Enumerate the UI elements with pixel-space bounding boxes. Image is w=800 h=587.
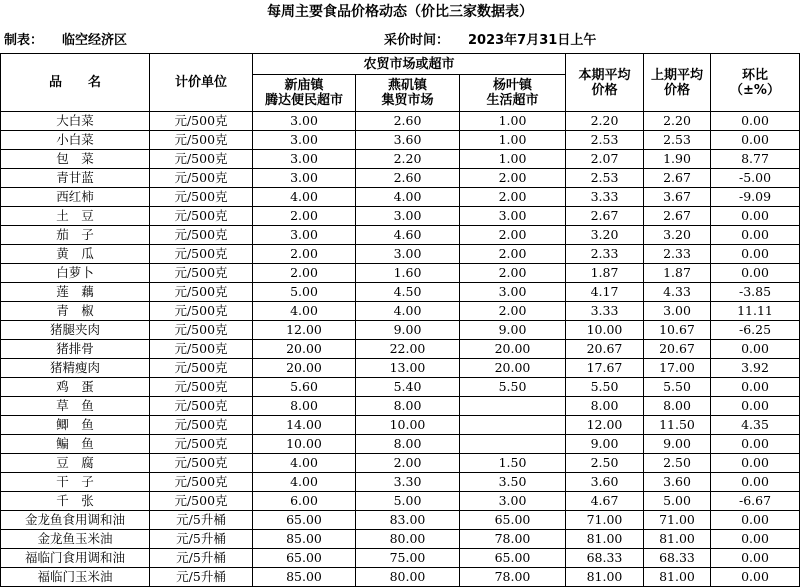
market-2-price-cell: 2.00 <box>356 454 460 473</box>
unit-cell: 元/500克 <box>150 245 253 264</box>
table-row <box>1 188 800 207</box>
current-avg-cell: 5.50 <box>566 378 644 397</box>
market-2-price-cell: 8.00 <box>356 435 460 454</box>
header-market-1-line2: 腾达便民超市 <box>264 93 343 108</box>
table-row <box>1 112 800 131</box>
change-cell: 0.00 <box>711 511 800 530</box>
change-cell: -6.67 <box>711 492 800 511</box>
table-row <box>1 549 800 568</box>
market-3-price-cell: 1.00 <box>460 112 566 131</box>
unit-cell: 元/500克 <box>150 378 253 397</box>
unit-cell: 元/500克 <box>150 416 253 435</box>
current-avg-cell: 8.00 <box>566 397 644 416</box>
change-cell: -3.85 <box>711 283 800 302</box>
change-cell: 0.00 <box>711 378 800 397</box>
market-2-price-cell: 80.00 <box>356 530 460 549</box>
table-row <box>1 207 800 226</box>
market-1-price-cell: 3.00 <box>253 169 356 188</box>
current-avg-cell: 4.17 <box>566 283 644 302</box>
previous-avg-cell: 2.53 <box>644 131 711 150</box>
market-3-price-cell: 1.00 <box>460 131 566 150</box>
market-3-price-cell: 1.50 <box>460 454 566 473</box>
header-row-1 <box>1 54 800 75</box>
unit-cell: 元/500克 <box>150 340 253 359</box>
item-name-cell: 小白菜 <box>1 131 150 150</box>
current-avg-cell: 3.20 <box>566 226 644 245</box>
change-cell: 0.00 <box>711 454 800 473</box>
table-row <box>1 283 800 302</box>
previous-avg-cell: 3.20 <box>644 226 711 245</box>
previous-avg-cell: 17.00 <box>644 359 711 378</box>
table-body <box>1 112 800 587</box>
market-3-price-cell: 3.50 <box>460 473 566 492</box>
header-market-1-line1: 新庙镇 <box>284 78 324 93</box>
market-2-price-cell: 22.00 <box>356 340 460 359</box>
change-cell: 11.11 <box>711 302 800 321</box>
item-name-cell: 土 豆 <box>1 207 150 226</box>
market-2-price-cell: 4.00 <box>356 188 460 207</box>
previous-avg-cell: 20.67 <box>644 340 711 359</box>
current-avg-cell: 3.33 <box>566 188 644 207</box>
market-1-price-cell: 65.00 <box>253 549 356 568</box>
market-3-price-cell: 2.00 <box>460 245 566 264</box>
market-2-price-cell: 1.60 <box>356 264 460 283</box>
market-1-price-cell: 3.00 <box>253 150 356 169</box>
change-cell: 0.00 <box>711 112 800 131</box>
change-cell: 0.00 <box>711 435 800 454</box>
item-name-cell: 大白菜 <box>1 112 150 131</box>
table-row <box>1 359 800 378</box>
market-2-price-cell: 3.60 <box>356 131 460 150</box>
current-avg-cell: 2.67 <box>566 207 644 226</box>
header-market-2 <box>356 75 460 112</box>
table-row <box>1 245 800 264</box>
change-cell: -6.25 <box>711 321 800 340</box>
header-market-2-line2: 集贸市场 <box>381 93 434 108</box>
table-row <box>1 302 800 321</box>
market-1-price-cell: 12.00 <box>253 321 356 340</box>
item-name-cell: 青甘蓝 <box>1 169 150 188</box>
header-market-1 <box>253 75 356 112</box>
change-cell: -9.09 <box>711 188 800 207</box>
item-name-cell: 金龙鱼玉米油 <box>1 530 150 549</box>
change-cell: 0.00 <box>711 568 800 587</box>
unit-cell: 元/500克 <box>150 188 253 207</box>
market-3-price-cell: 65.00 <box>460 511 566 530</box>
unit-cell: 元/500克 <box>150 454 253 473</box>
market-2-price-cell: 13.00 <box>356 359 460 378</box>
market-3-price-cell: 20.00 <box>460 340 566 359</box>
header-change-line2: （±%） <box>730 82 780 98</box>
previous-avg-cell: 3.60 <box>644 473 711 492</box>
current-avg-cell: 4.67 <box>566 492 644 511</box>
market-3-price-cell <box>460 416 566 435</box>
market-1-price-cell: 4.00 <box>253 302 356 321</box>
market-2-price-cell: 5.40 <box>356 378 460 397</box>
market-3-price-cell: 2.00 <box>460 169 566 188</box>
unit-cell: 元/500克 <box>150 131 253 150</box>
previous-avg-cell: 2.67 <box>644 169 711 188</box>
maker-label: 制表： <box>4 33 44 48</box>
market-2-price-cell: 3.00 <box>356 207 460 226</box>
table-row <box>1 226 800 245</box>
current-avg-cell: 2.53 <box>566 131 644 150</box>
market-3-price-cell: 5.50 <box>460 378 566 397</box>
market-3-price-cell: 2.00 <box>460 302 566 321</box>
unit-cell: 元/500克 <box>150 150 253 169</box>
market-1-price-cell: 14.00 <box>253 416 356 435</box>
market-1-price-cell: 5.60 <box>253 378 356 397</box>
previous-avg-cell: 2.50 <box>644 454 711 473</box>
header-unit: 计价单位 <box>150 54 253 112</box>
time-label: 采价时间： <box>384 33 450 48</box>
previous-avg-cell: 1.87 <box>644 264 711 283</box>
change-cell: 0.00 <box>711 397 800 416</box>
unit-cell: 元/500克 <box>150 264 253 283</box>
current-avg-cell: 3.33 <box>566 302 644 321</box>
market-3-price-cell: 65.00 <box>460 549 566 568</box>
current-avg-cell: 68.33 <box>566 549 644 568</box>
change-cell: 0.00 <box>711 226 800 245</box>
maker-value: 临空经济区 <box>62 33 128 48</box>
market-2-price-cell: 4.00 <box>356 302 460 321</box>
market-3-price-cell: 3.00 <box>460 207 566 226</box>
market-2-price-cell: 83.00 <box>356 511 460 530</box>
item-name-cell: 鸡 蛋 <box>1 378 150 397</box>
table-row <box>1 435 800 454</box>
change-cell: 0.00 <box>711 340 800 359</box>
item-name-cell: 包 菜 <box>1 150 150 169</box>
header-market-group: 农贸市场或超市 <box>253 54 566 75</box>
item-name-cell: 白萝卜 <box>1 264 150 283</box>
previous-avg-cell: 8.00 <box>644 397 711 416</box>
market-2-price-cell: 2.60 <box>356 112 460 131</box>
item-name-cell: 青 椒 <box>1 302 150 321</box>
market-2-price-cell: 10.00 <box>356 416 460 435</box>
table-row <box>1 454 800 473</box>
header-previous-avg <box>644 54 711 112</box>
change-cell: 0.00 <box>711 131 800 150</box>
current-avg-cell: 1.87 <box>566 264 644 283</box>
market-1-price-cell: 8.00 <box>253 397 356 416</box>
unit-cell: 元/500克 <box>150 492 253 511</box>
previous-avg-cell: 10.67 <box>644 321 711 340</box>
header-previous-line1: 上期平均 <box>650 67 703 83</box>
unit-cell: 元/500克 <box>150 226 253 245</box>
market-3-price-cell: 78.00 <box>460 530 566 549</box>
header-current-avg <box>566 54 644 112</box>
market-1-price-cell: 65.00 <box>253 511 356 530</box>
previous-avg-cell: 5.50 <box>644 378 711 397</box>
header-current-line1: 本期平均 <box>578 67 631 83</box>
market-3-price-cell: 78.00 <box>460 568 566 587</box>
item-name-cell: 豆 腐 <box>1 454 150 473</box>
item-name-cell: 猪腿夹肉 <box>1 321 150 340</box>
header-current-line2: 价格 <box>591 82 618 98</box>
change-cell: 4.35 <box>711 416 800 435</box>
market-1-price-cell: 4.00 <box>253 188 356 207</box>
market-1-price-cell: 20.00 <box>253 359 356 378</box>
market-1-price-cell: 3.00 <box>253 112 356 131</box>
table-row <box>1 397 800 416</box>
previous-avg-cell: 68.33 <box>644 549 711 568</box>
current-avg-cell: 2.50 <box>566 454 644 473</box>
market-3-price-cell: 1.00 <box>460 150 566 169</box>
market-1-price-cell: 3.00 <box>253 131 356 150</box>
previous-avg-cell: 4.33 <box>644 283 711 302</box>
header-market-3 <box>460 75 566 112</box>
table-row <box>1 492 800 511</box>
header-market-3-line1: 杨叶镇 <box>492 78 532 93</box>
unit-cell: 元/500克 <box>150 112 253 131</box>
current-avg-cell: 9.00 <box>566 435 644 454</box>
market-3-price-cell: 20.00 <box>460 359 566 378</box>
previous-avg-cell: 2.20 <box>644 112 711 131</box>
item-name-cell: 鳊 鱼 <box>1 435 150 454</box>
market-1-price-cell: 6.00 <box>253 492 356 511</box>
item-name-cell: 千 张 <box>1 492 150 511</box>
table-row <box>1 473 800 492</box>
unit-cell: 元/500克 <box>150 473 253 492</box>
market-2-price-cell: 3.00 <box>356 245 460 264</box>
current-avg-cell: 12.00 <box>566 416 644 435</box>
table-row <box>1 568 800 587</box>
header-market-3-line2: 生活超市 <box>486 93 539 108</box>
previous-avg-cell: 3.67 <box>644 188 711 207</box>
unit-cell: 元/5升桶 <box>150 530 253 549</box>
current-avg-cell: 71.00 <box>566 511 644 530</box>
previous-avg-cell: 71.00 <box>644 511 711 530</box>
market-2-price-cell: 4.50 <box>356 283 460 302</box>
unit-cell: 元/500克 <box>150 283 253 302</box>
unit-cell: 元/500克 <box>150 302 253 321</box>
market-2-price-cell: 9.00 <box>356 321 460 340</box>
market-1-price-cell: 3.00 <box>253 226 356 245</box>
previous-avg-cell: 5.00 <box>644 492 711 511</box>
market-1-price-cell: 4.00 <box>253 454 356 473</box>
table-row <box>1 378 800 397</box>
header-change-line1: 环比 <box>741 67 768 83</box>
change-cell: 0.00 <box>711 245 800 264</box>
market-3-price-cell: 2.00 <box>460 264 566 283</box>
market-3-price-cell: 2.00 <box>460 188 566 207</box>
price-table <box>0 53 800 587</box>
market-3-price-cell: 3.00 <box>460 283 566 302</box>
table-row <box>1 340 800 359</box>
market-3-price-cell <box>460 397 566 416</box>
item-name-cell: 黄 瓜 <box>1 245 150 264</box>
market-2-price-cell: 80.00 <box>356 568 460 587</box>
current-avg-cell: 81.00 <box>566 568 644 587</box>
previous-avg-cell: 2.67 <box>644 207 711 226</box>
previous-avg-cell: 81.00 <box>644 568 711 587</box>
table-row <box>1 530 800 549</box>
unit-cell: 元/500克 <box>150 169 253 188</box>
market-1-price-cell: 4.00 <box>253 473 356 492</box>
item-name-cell: 西红柿 <box>1 188 150 207</box>
change-cell: 0.00 <box>711 530 800 549</box>
current-avg-cell: 20.67 <box>566 340 644 359</box>
header-previous-line2: 价格 <box>663 82 690 98</box>
market-1-price-cell: 10.00 <box>253 435 356 454</box>
unit-cell: 元/500克 <box>150 359 253 378</box>
unit-cell: 元/500克 <box>150 207 253 226</box>
current-avg-cell: 3.60 <box>566 473 644 492</box>
current-avg-cell: 2.53 <box>566 169 644 188</box>
previous-avg-cell: 1.90 <box>644 150 711 169</box>
item-name-cell: 莲 藕 <box>1 283 150 302</box>
market-1-price-cell: 85.00 <box>253 568 356 587</box>
header-market-2-line1: 燕矶镇 <box>387 78 427 93</box>
previous-avg-cell: 2.33 <box>644 245 711 264</box>
table-row <box>1 150 800 169</box>
header-change <box>711 54 800 112</box>
time-value: 2023年7月31日上午 <box>468 33 597 48</box>
unit-cell: 元/500克 <box>150 397 253 416</box>
unit-cell: 元/5升桶 <box>150 511 253 530</box>
market-3-price-cell <box>460 435 566 454</box>
current-avg-cell: 81.00 <box>566 530 644 549</box>
table-row <box>1 169 800 188</box>
change-cell: 0.00 <box>711 207 800 226</box>
previous-avg-cell: 11.50 <box>644 416 711 435</box>
item-name-cell: 金龙鱼食用调和油 <box>1 511 150 530</box>
change-cell: 0.00 <box>711 473 800 492</box>
market-1-price-cell: 2.00 <box>253 207 356 226</box>
change-cell: 0.00 <box>711 264 800 283</box>
market-2-price-cell: 4.60 <box>356 226 460 245</box>
item-name-cell: 茄 子 <box>1 226 150 245</box>
item-name-cell: 草 鱼 <box>1 397 150 416</box>
unit-cell: 元/500克 <box>150 321 253 340</box>
market-1-price-cell: 20.00 <box>253 340 356 359</box>
change-cell: 8.77 <box>711 150 800 169</box>
market-2-price-cell: 2.20 <box>356 150 460 169</box>
market-3-price-cell: 3.00 <box>460 492 566 511</box>
item-name-cell: 猪精瘦肉 <box>1 359 150 378</box>
market-1-price-cell: 2.00 <box>253 264 356 283</box>
unit-cell: 元/500克 <box>150 435 253 454</box>
current-avg-cell: 17.67 <box>566 359 644 378</box>
current-avg-cell: 2.33 <box>566 245 644 264</box>
item-name-cell: 干 子 <box>1 473 150 492</box>
unit-cell: 元/5升桶 <box>150 549 253 568</box>
current-avg-cell: 2.07 <box>566 150 644 169</box>
previous-avg-cell: 9.00 <box>644 435 711 454</box>
previous-avg-cell: 81.00 <box>644 530 711 549</box>
header-name: 品 名 <box>1 54 150 112</box>
unit-cell: 元/5升桶 <box>150 568 253 587</box>
change-cell: 3.92 <box>711 359 800 378</box>
table-row <box>1 416 800 435</box>
table-row <box>1 131 800 150</box>
market-2-price-cell: 8.00 <box>356 397 460 416</box>
previous-avg-cell: 3.00 <box>644 302 711 321</box>
change-cell: -5.00 <box>711 169 800 188</box>
market-1-price-cell: 5.00 <box>253 283 356 302</box>
market-2-price-cell: 75.00 <box>356 549 460 568</box>
market-1-price-cell: 2.00 <box>253 245 356 264</box>
current-avg-cell: 2.20 <box>566 112 644 131</box>
market-2-price-cell: 3.30 <box>356 473 460 492</box>
market-1-price-cell: 85.00 <box>253 530 356 549</box>
document-title: 每周主要食品价格动态（价比三家数据表） <box>267 4 533 20</box>
table-row <box>1 321 800 340</box>
change-cell: 0.00 <box>711 549 800 568</box>
item-name-cell: 福临门玉米油 <box>1 568 150 587</box>
current-avg-cell: 10.00 <box>566 321 644 340</box>
market-3-price-cell: 9.00 <box>460 321 566 340</box>
table-row <box>1 511 800 530</box>
market-2-price-cell: 5.00 <box>356 492 460 511</box>
market-2-price-cell: 2.60 <box>356 169 460 188</box>
item-name-cell: 猪排骨 <box>1 340 150 359</box>
item-name-cell: 鲫 鱼 <box>1 416 150 435</box>
table-row <box>1 264 800 283</box>
market-3-price-cell: 2.00 <box>460 226 566 245</box>
item-name-cell: 福临门食用调和油 <box>1 549 150 568</box>
